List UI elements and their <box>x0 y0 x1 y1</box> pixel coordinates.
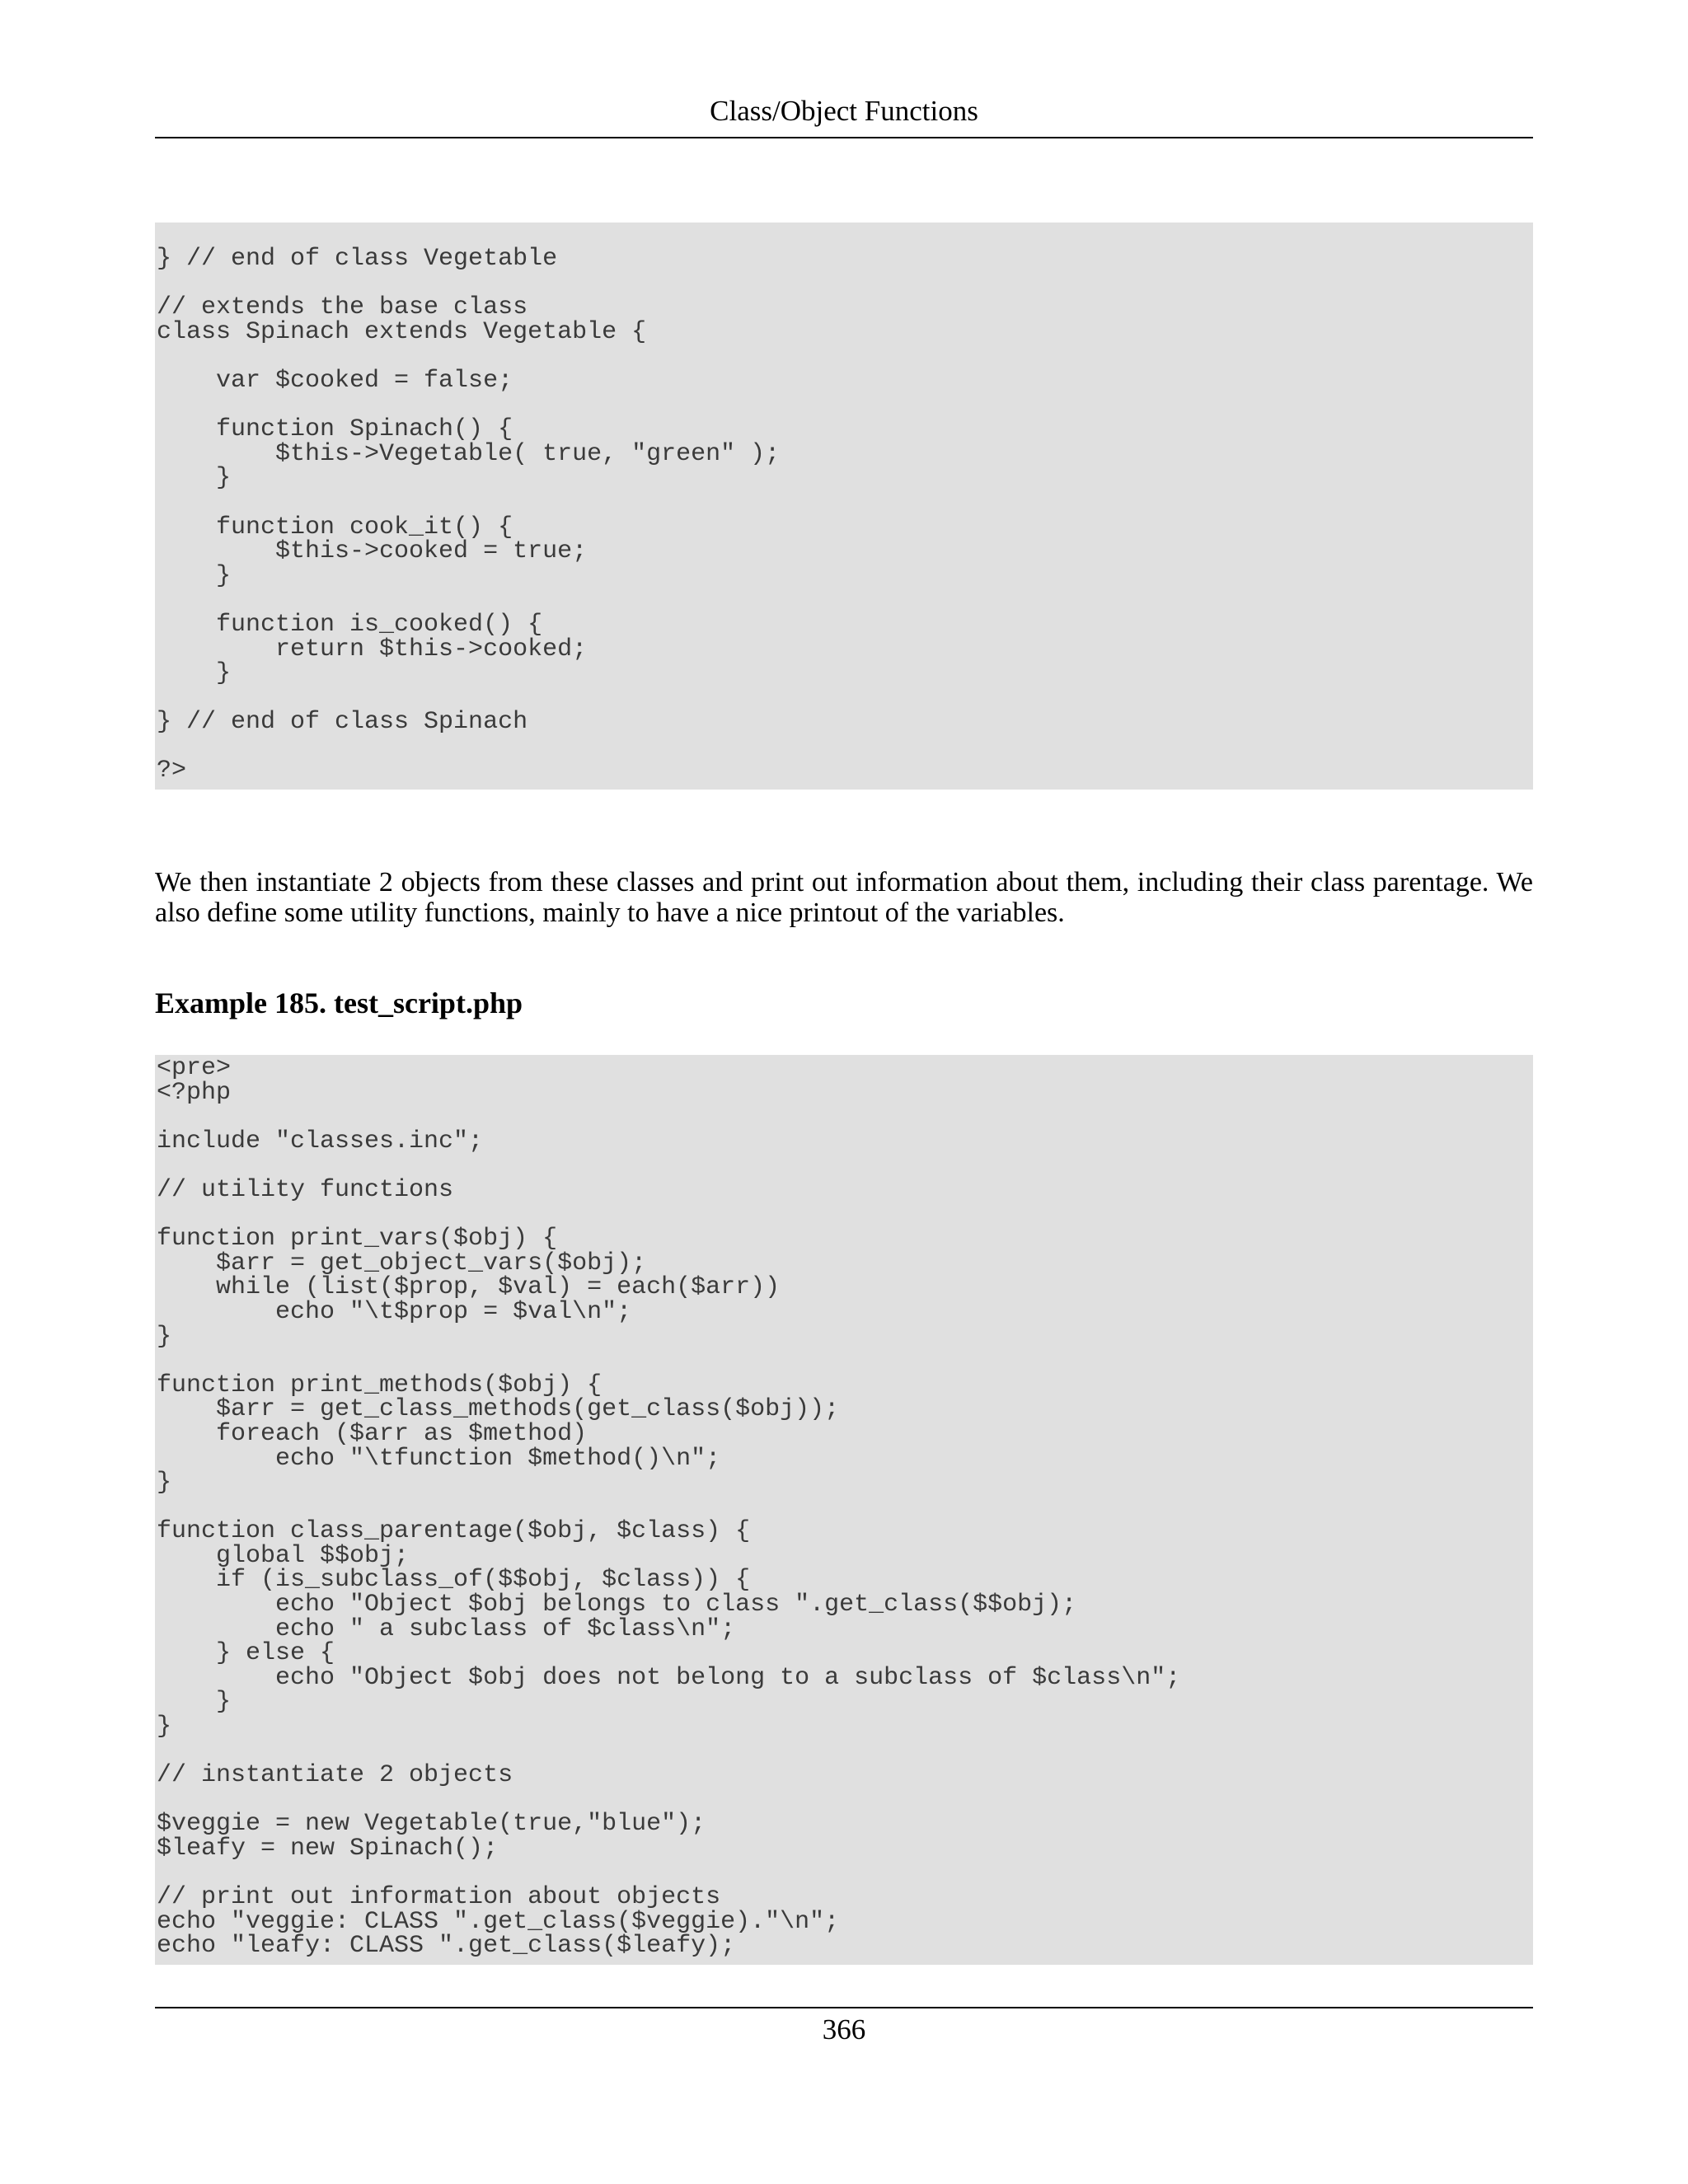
code-listing-classes-inc: } // end of class Vegetable // extends the base class class Spinach extends Vegetable { var $cooked = false; function Spinach() { $this->Vegetable( true, "green" ); } function cook_it() { $this->cooked = true; } function is_cooked() { return $this->cooked; } } // end of class Spinach ?> <box>155 223 1533 790</box>
page-header-title: Class/Object Functions <box>710 95 978 127</box>
page-number: 366 <box>822 2013 866 2046</box>
body-paragraph: We then instantiate 2 objects from these classes and print out information about them, including their class parentage. We also define some utility functions, mainly to have a nice printout of the variables. <box>155 867 1533 928</box>
code-listing-test-script: <pre> <?php include "classes.inc"; // utility functions function print_vars($obj) { $arr = get_object_vars($obj); while (list($prop, $val) = each($arr)) echo "\t$prop = $val\n"; } function print_methods($obj) { $arr = get_class_methods(get_class($obj)); foreach ($arr as $method) echo "\tfunction $method()\n"; } function class_parentage($obj, $class) { global $$obj; if (is_subclass_of($$obj, $class)) { echo "Object $obj belongs to class ".get_class($$obj); echo " a subclass of $class\n"; } else { echo "Object $obj does not belong to a subclass of $class\n"; } } // instantiate 2 objects $veggie = new Vegetable(true,"blue"); $leafy = new Spinach(); // print out information about objects echo "veggie: CLASS ".get_class($veggie)."\n"; echo "leafy: CLASS ".get_class($leafy); <box>155 1055 1533 1965</box>
header-rule <box>155 137 1533 138</box>
example-title: Example 185. test_script.php <box>155 987 523 1019</box>
footer-rule <box>155 2007 1533 2008</box>
